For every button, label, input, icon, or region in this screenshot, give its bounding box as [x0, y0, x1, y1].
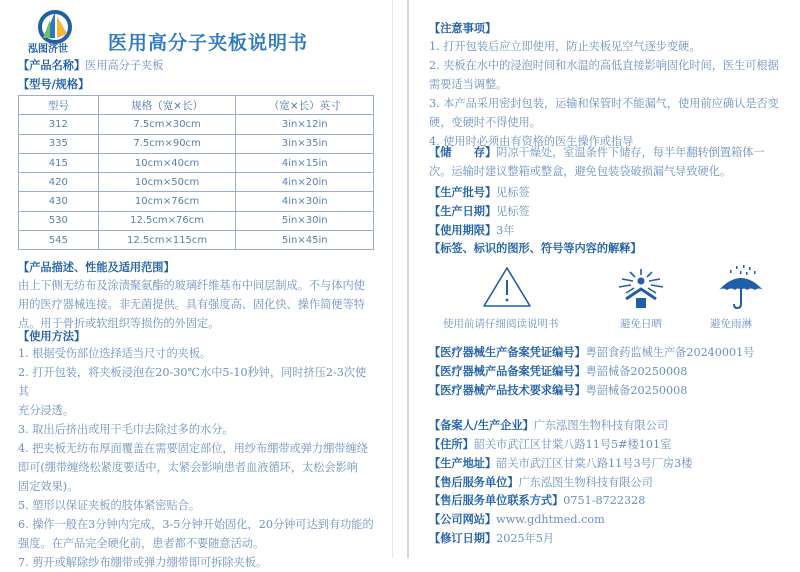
table-cell: 530 — [19, 211, 99, 230]
company-row — [429, 530, 554, 546]
table-cell: 4in×30in — [236, 192, 374, 211]
company-label: 【售后服务单位联系方式】 — [429, 494, 564, 507]
model-spec-label: 【型号/规格】 — [18, 78, 90, 91]
table-header-cell: 型号 — [19, 96, 99, 115]
company-value: 0751-8722328 — [563, 494, 646, 507]
table-cell: 335 — [19, 134, 99, 153]
precautions-line: 硬，变硬时不得使用。 — [429, 116, 541, 129]
expiry-row — [429, 222, 514, 238]
table-row — [19, 115, 374, 134]
reg-label: 【医疗器械生产备案凭证编号】 — [429, 346, 586, 359]
logo-text: 泓图济世 — [28, 44, 68, 55]
table-header-cell: 规格（宽×长） — [98, 96, 236, 115]
usage-line: 2. 打开包装，将夹板浸泡在20-30℃水中5-10秒钟，同时挤压2-3次使其 — [18, 366, 367, 398]
usage-label: 【使用方法】 — [18, 330, 86, 343]
batch-row — [429, 184, 530, 200]
usage-line: 固定效果)。 — [18, 480, 79, 493]
company-row — [429, 436, 671, 452]
table-cell: 5in×45in — [236, 231, 374, 250]
symbols-label: 【标签、标识的图形、符号等内容的解释】 — [429, 242, 642, 255]
product-name-row — [18, 57, 163, 73]
table-cell: 415 — [19, 153, 99, 172]
precautions-line: 4. 使用时必须由有资格的医生操作或指导 — [429, 135, 634, 148]
company-value: 广东泓图生物科技有限公司 — [533, 419, 669, 432]
table-cell: 5in×30in — [236, 211, 374, 230]
expiry-label: 【使用期限】 — [429, 224, 497, 237]
reg-value: 粤韶食药监械生产备20240001号 — [585, 346, 755, 359]
spec-table — [18, 95, 374, 250]
storage-line: 阴凉干燥处，室温条件下储存，每半年翻转倒置箱体一 — [496, 146, 765, 159]
usage-line: 4. 把夹板无纺布厚面覆盖在需要固定部位，用纱布绷带或弹力绷带缠绕 — [18, 442, 368, 455]
description-label: 【产品描述、性能及适用范围】 — [18, 261, 175, 274]
company-row — [429, 492, 645, 508]
table-row — [19, 211, 374, 230]
usage-line: 充分浸透。 — [18, 404, 74, 417]
precautions-line: 3. 本产品采用密封包装，运输和保管时不能漏气，使用前应确认是否变 — [429, 97, 779, 110]
batch-value: 见标签 — [496, 186, 530, 199]
prod-date-value: 见标签 — [496, 205, 530, 218]
table-cell: 420 — [19, 173, 99, 192]
description-line: 用的医疗器械连接。非无菌提供。具有强度高、固化快、操作简便等特 — [18, 298, 365, 311]
symbol-label: 使用前请仔细阅读说明书 — [443, 318, 559, 330]
usage-line: 1. 根据受伤部位选择适当尺寸的夹板。 — [18, 347, 212, 360]
right-page — [408, 0, 800, 558]
website-link[interactable]: www.gdhtmed.com — [496, 513, 605, 526]
reg-label: 【医疗器械产品备案凭证编号】 — [429, 365, 586, 378]
precautions-text — [429, 37, 799, 151]
company-row — [429, 455, 692, 471]
storage-section — [429, 143, 799, 181]
company-row — [429, 511, 605, 527]
product-name-label: 【产品名称】 — [18, 59, 86, 72]
reg-label: 【医疗器械产品技术要求编号】 — [429, 384, 586, 397]
usage-line: 3. 取出后挤出或用干毛巾去除过多的水分。 — [18, 423, 234, 436]
company-label: 【公司网站】 — [429, 513, 497, 526]
precautions-line: 1. 打开包装后应立即使用，防止夹板见空气逐步变硬。 — [429, 40, 701, 53]
company-label: 【修订日期】 — [429, 532, 497, 545]
table-cell: 12.5cm×115cm — [98, 231, 236, 250]
usage-line: 强度。在产品完全硬化前，患者都不要随意活动。 — [18, 537, 265, 550]
reg-row — [429, 344, 754, 360]
usage-text — [18, 344, 374, 572]
document-title: 医用高分子夹板说明书 — [108, 32, 309, 54]
usage-line: 6. 操作一般在3分钟内完成，3-5分钟开始固化，20分钟可达到有功能的 — [18, 518, 374, 531]
company-value: 韶关市武江区甘棠八路11号3号厂房3楼 — [496, 457, 693, 470]
page-divider-light — [392, 0, 393, 558]
table-cell: 3in×12in — [236, 115, 374, 134]
precautions-label: 【注意事项】 — [429, 22, 497, 35]
table-row — [19, 231, 374, 250]
usage-line: 即可(绷带缠绕松紧度要适中，太紧会影响患者血液循环，太松会影响 — [18, 461, 358, 474]
description-line: 由上下侧无纺布及涂渍聚氨酯的玻璃纤维基布中间层制成。不与体内使 — [18, 279, 365, 292]
reg-row — [429, 363, 687, 379]
storage-label: 【储 存】 — [429, 146, 497, 159]
table-cell: 430 — [19, 192, 99, 211]
company-row — [429, 474, 653, 490]
table-cell: 7.5cm×30cm — [98, 115, 236, 134]
batch-label: 【生产批号】 — [429, 186, 497, 199]
company-label: 【备案人/生产企业】 — [429, 419, 534, 432]
description-text — [18, 276, 374, 333]
table-cell: 312 — [19, 115, 99, 134]
company-label: 【生产地址】 — [429, 457, 497, 470]
usage-line: 7. 剪开或解除纱布绷带或弹力绷带即可拆除夹板。 — [18, 556, 268, 569]
company-value: 韶关市武江区甘棠八路11号5#楼101室 — [473, 438, 672, 451]
keep-dry-umbrella-icon — [716, 264, 766, 310]
table-cell: 10cm×50cm — [98, 173, 236, 192]
company-label: 【住所】 — [429, 438, 474, 451]
keep-away-from-sunlight-icon — [616, 268, 666, 310]
usage-line: 5. 塑形以保证夹板的肢体紧密贴合。 — [18, 499, 201, 512]
reg-row — [429, 382, 687, 398]
table-header-cell: （宽×长）英寸 — [236, 96, 374, 115]
product-name-value: 医用高分子夹板 — [85, 59, 164, 72]
warning-triangle-icon — [482, 266, 532, 308]
company-label: 【售后服务单位】 — [429, 476, 519, 489]
table-row — [19, 173, 374, 192]
symbol-label: 避免雨淋 — [710, 318, 752, 330]
table-cell: 545 — [19, 231, 99, 250]
table-row — [19, 153, 374, 172]
table-cell: 10cm×76cm — [98, 192, 236, 211]
company-value: 广东泓图生物科技有限公司 — [518, 476, 653, 489]
table-cell: 7.5cm×90cm — [98, 134, 236, 153]
prod-date-row — [429, 203, 530, 219]
left-page — [0, 0, 392, 569]
prod-date-label: 【生产日期】 — [429, 205, 497, 218]
table-cell: 10cm×40cm — [98, 153, 236, 172]
table-cell: 12.5cm×76cm — [98, 211, 236, 230]
storage-line: 次。运输时建议整箱或整盒，避免包装袋破损漏气导致硬化。 — [429, 165, 732, 178]
company-value: 2025年5月 — [496, 532, 555, 545]
table-cell: 3in×35in — [236, 134, 374, 153]
reg-value: 粤韶械备20250008 — [585, 384, 688, 397]
table-header-row — [19, 96, 374, 115]
expiry-value: 3年 — [496, 224, 515, 237]
company-row — [429, 417, 668, 433]
description-line: 点。用于骨折或软组织等损伤的外固定。 — [18, 317, 220, 330]
table-cell: 4in×15in — [236, 153, 374, 172]
reg-value: 粤韶械备20250008 — [585, 365, 688, 378]
table-cell: 4in×20in — [236, 173, 374, 192]
precautions-line: 需要适当调整。 — [429, 78, 508, 91]
table-row — [19, 192, 374, 211]
precautions-line: 2. 夹板在水中的浸泡时间和水温的高低直接影响固化时间，医生可根据 — [429, 59, 779, 72]
symbol-label: 避免日晒 — [620, 318, 662, 330]
table-row — [19, 134, 374, 153]
